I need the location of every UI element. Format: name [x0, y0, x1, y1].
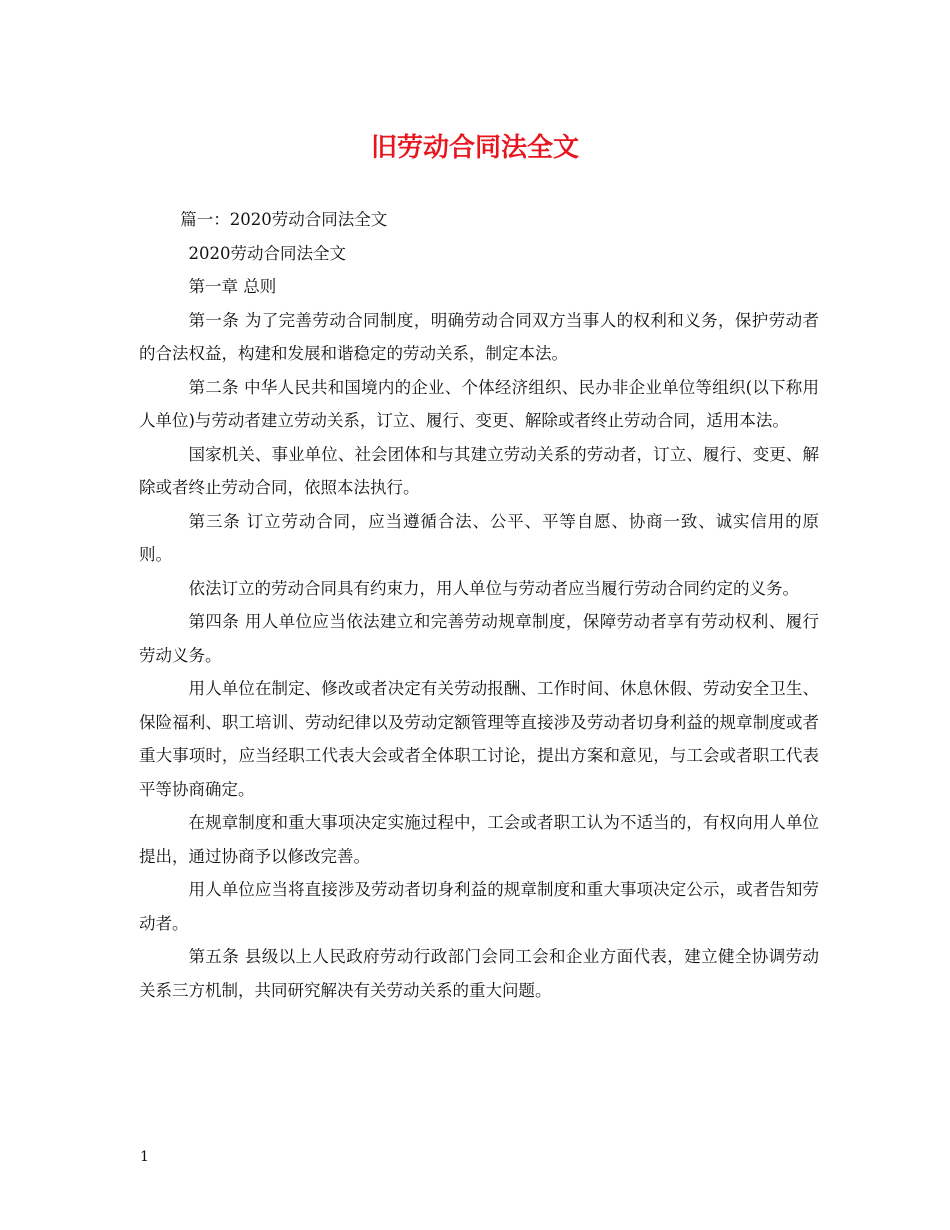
article-paragraph: 在规章制度和重大事项决定实施过程中，工会或者职工认为不适当的，有权向用人单位提出，通过协商予以修改完善。 — [139, 813, 819, 866]
article-paragraph: 第五条 县级以上人民政府劳动行政部门会同工会和企业方面代表，建立健全协调劳动关系三方机制，共同研究解决有关劳动关系的重大问题。 — [139, 947, 819, 1000]
document-body — [139, 203, 819, 1007]
document-title: 旧劳动合同法全文 — [370, 133, 579, 163]
article-paragraph: 第四条 用人单位应当依法建立和完善劳动规章制度，保障劳动者享有劳动权利、履行劳动义务。 — [139, 612, 819, 665]
article-paragraph: 第一条 为了完善劳动合同制度，明确劳动合同双方当事人的权利和义务，保护劳动者的合法权益，构建和发展和谐稳定的劳动关系，制定本法。 — [139, 310, 819, 363]
article-paragraph: 第三条 订立劳动合同，应当遵循合法、公平、平等自愿、协商一致、诚实信用的原则。 — [139, 511, 819, 564]
page-number: 1 — [140, 1149, 149, 1165]
law-title: 2020劳动合同法全文 — [188, 243, 346, 263]
article-paragraph: 依法订立的劳动合同具有约束力，用人单位与劳动者应当履行劳动合同约定的义务。 — [188, 578, 799, 598]
article-paragraph: 用人单位应当将直接涉及劳动者切身利益的规章制度和重大事项决定公示，或者告知劳动者。 — [139, 880, 819, 933]
article-paragraph: 第二条 中华人民共和国境内的企业、个体经济组织、民办非企业单位等组织(以下称用人单位)与劳动者建立劳动关系，订立、履行、变更、解除或者终止劳动合同，适用本法。 — [139, 377, 819, 430]
article-paragraph: 用人单位在制定、修改或者决定有关劳动报酬、工作时间、休息休假、劳动安全卫生、保险福利、职工培训、劳动纪律以及劳动定额管理等直接涉及劳动者切身利益的规章制度或者重大事项时，应当经职工代表大会或者全体职工讨论，提出方案和意见，与工会或者职工代表平等协商确定。 — [139, 679, 819, 799]
chapter-heading: 第一章 总则 — [188, 277, 277, 296]
section-heading: 篇一：2020劳动合同法全文 — [180, 210, 388, 229]
article-paragraph: 国家机关、事业单位、社会团体和与其建立劳动关系的劳动者，订立、履行、变更、解除或者终止劳动合同，依照本法执行。 — [139, 444, 819, 497]
